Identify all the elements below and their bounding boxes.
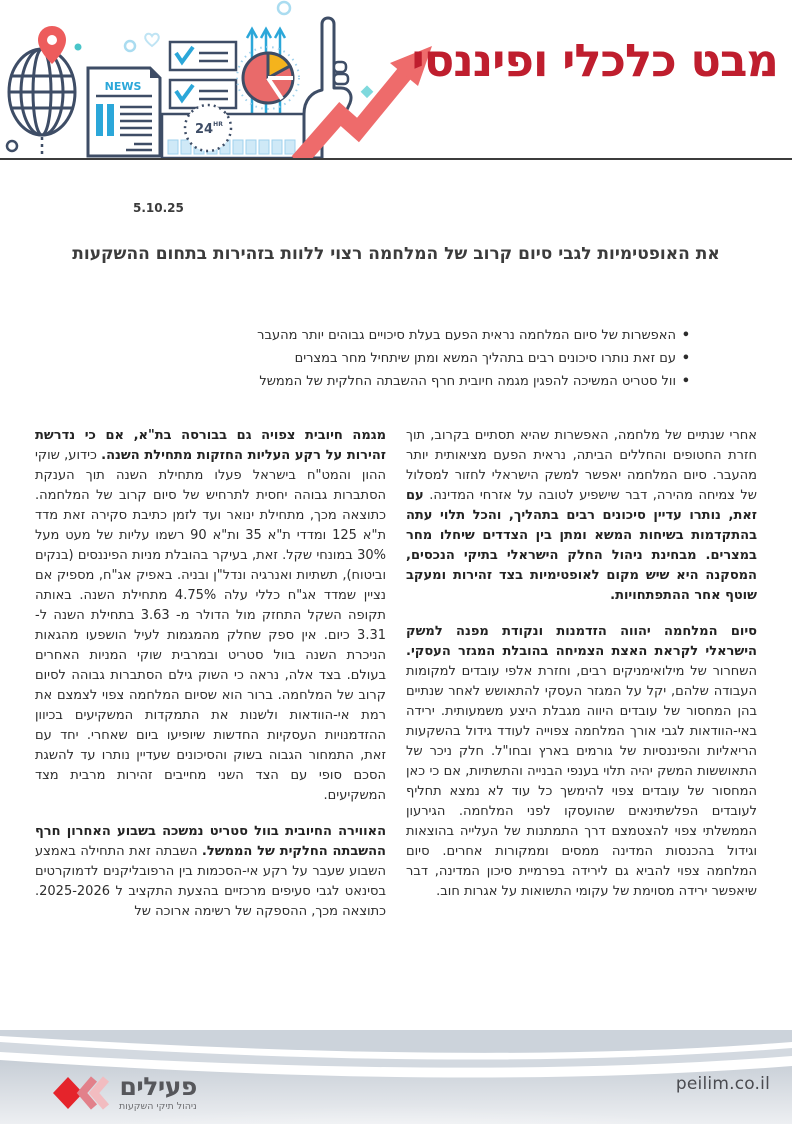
table-grid-icon — [162, 114, 304, 158]
pie-chart-icon — [237, 47, 299, 109]
logo-tagline: ניהול תיקי השקעות — [119, 1101, 197, 1112]
paragraph: אחרי שנתיים של מלחמה, האפשרות שהיא תסתיים בקרוב, תוך חזרת החטופים והחללים הביתה, נראית הפעם מציאותית יותר מהעבר. סיום המלחמה יאפשר למשק הישראלי לחזור למסלול של צמיחה מהירה, דבר שישפיע לטובה על אזרחי המדינה. עם זאת, נותרו עדיין סיכונים רבים בתהליך, והכל תלוי עתה בהתקדמות בשיחות המשא ומתן בין הצדדים שיחלו מחר במצרים. מבחינת ניהול החלק הישראלי בתיקי הנכסים, המסקנה היא שיש מקום לאופטימיות בצד זהירות ומעקב שוטף אחר ההתפתחויות. — [406, 428, 757, 603]
peilim-logo-mark-icon — [52, 1076, 112, 1110]
peilim-logo-text — [119, 1074, 197, 1112]
paragraph: סיום המלחמה יהווה הזדמנות ונקודת מפנה למשק הישראלי לקראת האצת הצמיחה בהובלת המגזר העסקי. השחרור של מילואימניקים רבים, וחזרת אלפי עובדים למקומות העבודה שלהם, יקל על המגזר העסקי להתאושש לאחר שנתיים בהן המחסור של עובדים היווה מגבלת היצע משמעותית. ירידה באי-הוודאות לגבי אורך המלחמה צפוייה לעודד גידול בהשקעות הריאליות והפיננסיות של גורמים בארץ ובחו"ל. חלק ניכר של התאוששות המשק יהיה תלוי בענפי הבנייה והתשתיות, אם כי כאן המחסור של עובדים צפוי להימשך כל עוד לא נמצא תחליף לעובדים הפלשתינאים שהועסקו לפני המלחמה. הגירעון הממשלתי צפוי להצטמצם דרך התמתנות של העלייה בהוצאות וגידול בהכנסות המדינה ממסים וממקורות אחרים. סיום המלחמה צפוי להביא גם לירידה בפרמיית סיכון המדינה, דבר שיאפשר ירידה מסוימת של עקומי התשואות על אגרות חוב. — [406, 624, 757, 899]
website-url[interactable]: peilim.co.il — [675, 1074, 770, 1094]
summary-bullets — [55, 324, 692, 393]
globe-icon — [9, 49, 75, 156]
news-label: NEWS — [104, 80, 142, 93]
issue-date: 5.10.25 — [133, 201, 184, 215]
summary-bullet: • האפשרות של סיום המלחמה נראית הפעם בעלת סיכויים גבוהים יותר מהעבר — [55, 324, 692, 347]
clock-suffix: HR — [213, 121, 223, 128]
article-body — [35, 426, 757, 1028]
clock-24h-icon — [185, 105, 231, 151]
checklist-icon — [170, 42, 236, 108]
header-illustration — [0, 0, 440, 158]
clock-label: 24 — [194, 122, 214, 137]
brand-title: מבט כלכלי ופיננסי — [411, 34, 778, 87]
article-headline: את האופטימיות לגבי סיום קרוב של המלחמה רצוי ללוות בזהירות בתחום ההשקעות — [72, 244, 720, 264]
peilim-logo — [52, 1074, 197, 1112]
column-right — [406, 426, 757, 1028]
paragraph: מגמה חיובית צפויה גם בבורסה בת"א, אם כי נדרשת זהירות על רקע העליות החזקות מתחילת השנה. כידוע, שוקי ההון והמט"ח בישראל פעלו מתחילת השנה תוך הענקת הסתברות גבוהה יחסית לתרחיש של סיום קרוב של המלחמה. כתוצאה מכך, מתחילת ינואר ועד לזמן כתיבת סקירה זאת מדד ת"א 125 ומדדי ת"א 35 ות"א 90 רשמו עליות של מעט מעל 30% במונחי שקל. זאת, בעיקר בהובלת מניות הפיננסים (בנקים וביטוח), תשתיות ואנרגיה ונדל"ן ובניה. באפיק אג"ח, מספיק אם נציין שמדד אג"ח כללי עלה 4.75% מתחילת השנה. באותה תקופה השקל התחזק מול הדולר מ- 3.63 בתחילת השנה ל- 3.31 כיום. אין ספק שחלק מהמגמות לעיל הושפעו מהגאות הניכרת השנה בוול סטריט ובמרבית שוקי המניות האחרים בעולם. בצד אלה, נראה כי השוק גילם הסתברות גבוהה לסיום קרוב של המלחמה. ברור הוא שסיום המלחמה צפוי לצמצם את רמת אי-הוודאות ולשנות את התמקדות המשקיעים בכיוון ההזדמנויות העסקיות החדשות שיופיעו ביום שאחרי. יחד עם זאת, התמחור הגבוה בשוק והסיכונים שעדיין נותרו עד להשגת הסכם סופי עם הצד השני מחייבים זהירות מרבית מצד המשקיעים. — [35, 428, 386, 803]
footer — [0, 1030, 792, 1124]
newspaper-icon — [88, 68, 160, 156]
summary-bullet: • וול סטריט המשיכה להפגין מגמה חיובית חרף ההשבתה החלקית של הממשל — [55, 370, 692, 393]
paragraph: האווירה החיובית בוול סטריט נמשכה בשבוע האחרון חרף ההשבתה החלקית של הממשל. השבתה זאת התחילה באמצע השבוע שעבר על רקע אי-הסכמות בין הרפובליקנים לדמוקרטים בסינאט לגבי סעיפים מרכזיים בהצעת התקציב ל 2025-2026. כתוצאה מכך, ההספקה של רשימה ארוכה של — [35, 824, 386, 919]
summary-bullet: • עם זאת נותרו סיכונים רבים בתהליך המשא ומתן שיתחיל מחר במצרים — [55, 347, 692, 370]
header — [0, 0, 792, 160]
column-left — [35, 426, 386, 1028]
logo-name: פעילים — [119, 1072, 197, 1101]
